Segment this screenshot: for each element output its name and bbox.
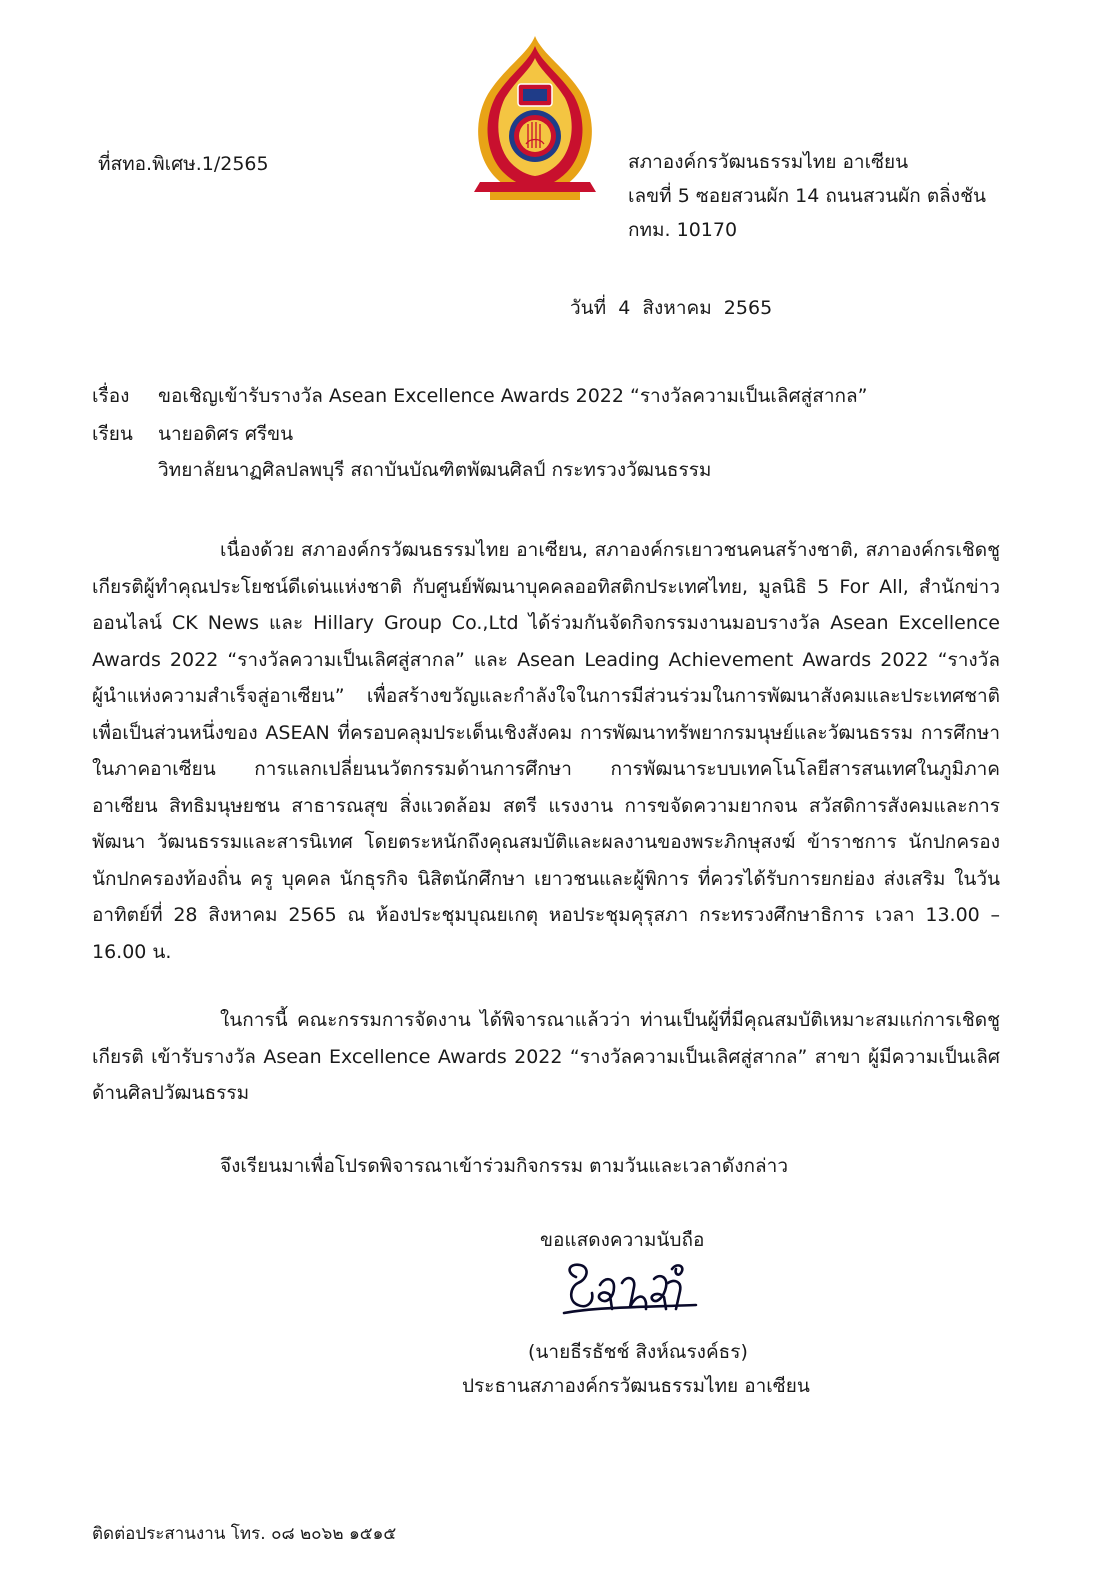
org-address: เลขที่ 5 ซอยสวนผัก 14 ถนนสวนผัก ตลิ่งชัน bbox=[628, 185, 986, 207]
reference-number: ที่สทอ.พิเศษ.1/2565 bbox=[98, 153, 269, 175]
body-paragraph-1-text: เนื่องด้วย สภาองค์กรวัฒนธรรมไทย อาเซียน, สภาองค์กรเยาวชนคนสร้างชาติ, สภาองค์กรเชิดชูเกียรติผู้ทำคุณประโยชน์ดีเด่นแห่งชาติ กับศูนย์พัฒนาบุคคลออทิสติกประเทศไทย, มูลนิธิ 5 For All, สำนักข่าวออนไลน์ CK News และ Hillary Group Co.,Ltd ได้ร่วมกันจัดกิจกรรมงานมอบรางวัล Asean Excellence Awards 2022 “รางวัลความเป็นเลิศสู่สากล” และ Asean Leading Achievement Awards 2022 “รางวัลผู้นำแห่งความสำเร็จสู่อาเซียน” เพื่อสร้างขวัญและกำลังใจในการมีส่วนร่วมในการพัฒนาสังคมและประเทศชาติ เพื่อเป็นส่วนหนึ่งของ ASEAN ที่ครอบคลุมประเด็นเชิงสังคม การพัฒนาทรัพยากรมนุษย์และวัฒนธรรม การศึกษาในภาคอาเซียน การแลกเปลี่ยนนวัตกรรมด้านการศึกษา การพัฒนาระบบเทคโนโลยีสารสนเทศในภูมิภาคอาเซียน สิทธิมนุษยชน สาธารณสุข สิ่งแวดล้อม สตรี แรงงาน การขจัดความยากจน สวัสดิการสังคมและการพัฒนา วัฒนธรรมและสารนิเทศ โดยตระหนักถึงคุณสมบัติและผลงานของพระภิกษุสงฆ์ ข้าราชการ นักปกครอง นักปกครองท้องถิ่น ครู บุคคล นักธุรกิจ นิสิตนักศึกษา เยาวชนและผู้พิการ ที่ควรได้รับการยกย่อง ส่งเสริม ในวันอาทิตย์ที่ 28 สิงหาคม 2565 ณ ห้องประชุมบุณยเกตุ หอประชุมคุรุสภา กระทรวงศึกษาธิการ เวลา 13.00 – 16.00 น. bbox=[92, 539, 1000, 963]
signer-title: ประธานสภาองค์กรวัฒนธรรมไทย อาเซียน bbox=[462, 1375, 810, 1397]
recipient-label: เรียน bbox=[92, 423, 133, 445]
org-name: สภาองค์กรวัฒนธรรมไทย อาเซียน bbox=[628, 151, 909, 173]
subject-label: เรื่อง bbox=[92, 385, 130, 407]
org-postcode: กทม. 10170 bbox=[628, 219, 738, 241]
body-paragraph-2 bbox=[92, 1002, 1000, 1112]
recipient-affiliation: วิทยาลัยนาฏศิลปลพบุรี สถาบันบัณฑิตพัฒนศิลป์ กระทรวงวัฒนธรรม bbox=[158, 459, 712, 481]
organization-logo bbox=[470, 32, 600, 208]
subject-text: ขอเชิญเข้ารับรางวัล Asean Excellence Awards 2022 “รางวัลความเป็นเลิศสู่สากล” bbox=[158, 385, 868, 407]
signer-name: (นายธีรธัชช์ สิงห์ณรงค์ธร) bbox=[528, 1341, 748, 1363]
body-paragraph-2-text: ในการนี้ คณะกรรมการจัดงาน ได้พิจารณาแล้วว่า ท่านเป็นผู้ที่มีคุณสมบัติเหมาะสมแก่การเชิดชูเกียรติ เข้ารับรางวัล Asean Excellence Awards 2022 “รางวัลความเป็นเลิศสู่สากล” สาขา ผู้มีความเป็นเลิศด้านศิลปวัฒนธรรม bbox=[92, 1009, 1000, 1104]
regards-text: ขอแสดงความนับถือ bbox=[540, 1229, 705, 1251]
letter-date: วันที่ 4 สิงหาคม 2565 bbox=[570, 297, 773, 319]
handwritten-signature bbox=[556, 1255, 706, 1325]
closing-request: จึงเรียนมาเพื่อโปรดพิจารณาเข้าร่วมกิจกรรม ตามวันและเวลาดังกล่าว bbox=[220, 1155, 789, 1177]
body-paragraph-1 bbox=[92, 532, 1000, 970]
footer-contact: ติดต่อประสานงาน โทร. ๐๘ ๒๐๖๒ ๑๕๑๕ bbox=[92, 1524, 397, 1544]
recipient-name: นายอดิศร ศรีขน bbox=[158, 423, 294, 445]
